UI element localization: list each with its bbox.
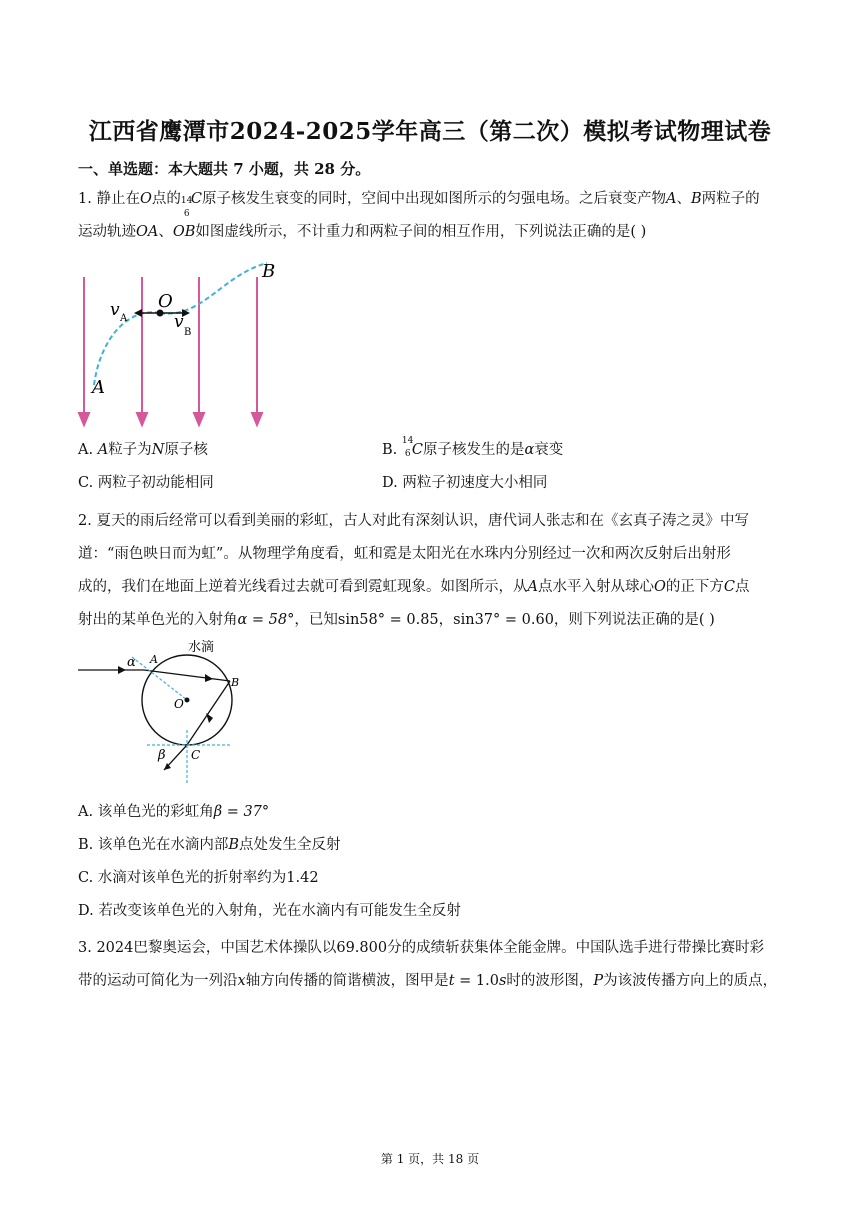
trajectory-OB bbox=[160, 263, 267, 314]
electric-field-figure bbox=[72, 255, 292, 430]
q1-option-b: B. 14 6 C原子核发生的是α衰变 bbox=[382, 436, 564, 459]
label-B: B bbox=[262, 261, 276, 282]
section-heading: 一、单选题：本大题共 7 小题，共 28 分。 bbox=[78, 160, 371, 178]
q2-option-a: A. 该单色光的彩虹角β = 37° bbox=[78, 804, 270, 820]
q2-option-d: D. 若改变该单色光的入射角，光在水滴内有可能发生全反射 bbox=[78, 903, 461, 919]
q2-option-c: C. 水滴对该单色光的折射率约为1.42 bbox=[78, 870, 319, 886]
label-A: A bbox=[150, 653, 158, 666]
q1-option-d: D. 两粒子初速度大小相同 bbox=[382, 475, 548, 491]
label-water-drop: 水滴 bbox=[188, 640, 215, 655]
page-footer: 第 1 页，共 18 页 bbox=[380, 1152, 480, 1166]
label-alpha: α bbox=[127, 655, 136, 670]
question-1-text: 1. 静止在O点的 14 6 C原子核发生衰变的同时，空间中出现如图所示的匀强电场。之后衰变产物A、B两粒子的 运动轨迹OA、OB如图虚线所示，不计重力和两粒子间的相互作用，下列说法正确的是( ) bbox=[78, 191, 760, 240]
page-title: 江西省鹰潭市2024-2025学年高三（第二次）模拟考试物理试卷 bbox=[88, 118, 772, 145]
label-C: C bbox=[191, 748, 201, 762]
nuclide-c14: 14 6 bbox=[180, 196, 193, 219]
q2-option-b: B. 该单色光在水滴内部B点处发生全反射 bbox=[78, 837, 341, 853]
label-vB-sub: B bbox=[184, 327, 192, 338]
q1-option-c: C. 两粒子初动能相同 bbox=[78, 475, 214, 491]
q1-option-a: A. A粒子为N原子核 bbox=[78, 442, 208, 458]
label-A: A bbox=[92, 377, 105, 398]
label-O: O bbox=[174, 697, 184, 711]
label-O: O bbox=[158, 291, 173, 312]
water-drop-figure bbox=[72, 635, 247, 795]
label-B: B bbox=[231, 676, 240, 689]
question-3-text: 3. 2024巴黎奥运会，中国艺术体操队以69.800分的成绩斩获集体全能金牌。中国队选手进行带操比赛时彩 带的运动可简化为一列沿x轴方向传播的简谐横波，图甲是t = 1.0s时的波形图，P为该波传播方向上的质点， bbox=[78, 940, 778, 989]
question-2-text: 2. 夏天的雨后经常可以看到美丽的彩虹，古人对此有深刻认识，唐代词人张志和在《玄真子涛之灵》中写 道：“雨色映日而为虹”。从物理学角度看，虹和霓是太阳光在水珠内分别经过一次和两次反射后出射形 成的，我们在地面上逆着光线看过去就可看到霓虹现象。如图所示，从A点水平入射从球心O的正下方C点 射出的某单色光的入射角α = 58°，已知sin58° = 0.85，sin37° = 0.60，则下列说法正确的是( ) bbox=[78, 513, 750, 628]
arrow-head-1 bbox=[79, 413, 89, 425]
label-vA-sub: A bbox=[120, 313, 128, 324]
normal-at-A bbox=[132, 657, 187, 700]
arrow-head-2 bbox=[137, 413, 147, 425]
arrow-head-3 bbox=[194, 413, 204, 425]
center-O bbox=[185, 698, 190, 703]
reflected-ray bbox=[187, 681, 230, 745]
label-beta: β bbox=[158, 748, 166, 763]
refracted-ray bbox=[144, 670, 230, 681]
arrow-head-4 bbox=[252, 413, 262, 425]
label-vB: v bbox=[174, 312, 184, 332]
label-vA: v bbox=[110, 300, 120, 320]
